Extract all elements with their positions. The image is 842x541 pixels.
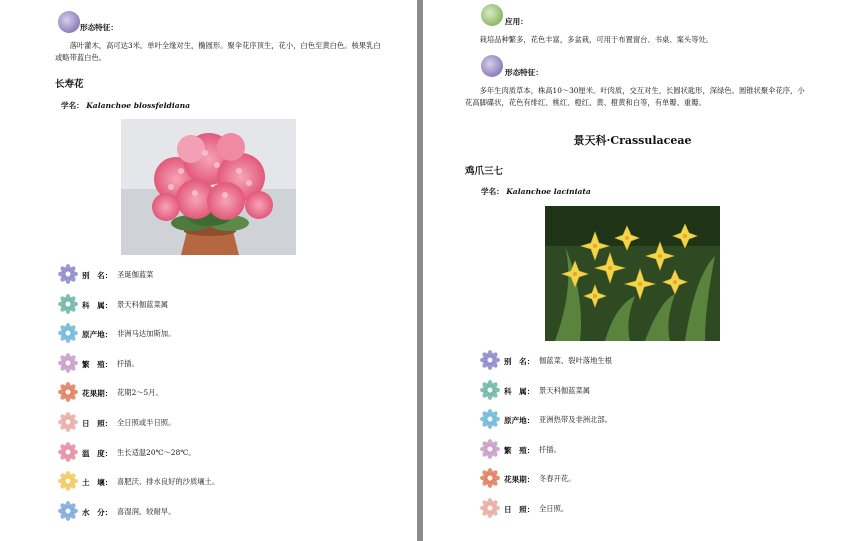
attribute-value: 景天科伽蓝菜属: [117, 299, 169, 309]
application-text: 栽培品种繁多，花色丰富，多盆栽，可用于布置窗台、书桌、案头等处。: [479, 35, 714, 44]
attribute-value: 亚洲热带及非洲北部。: [539, 415, 612, 425]
attribute-label: 花果期：: [82, 389, 113, 399]
attribute-value: 喜湿润，较耐旱。: [117, 506, 176, 516]
attribute-label: 科 属：: [504, 386, 535, 396]
flower-icon: [58, 471, 78, 491]
morphology-icon: [58, 11, 80, 33]
flower-icon: [480, 350, 500, 370]
attribute-value: 全日照或半日照。: [117, 418, 176, 427]
kalanchoe-photo: [121, 119, 296, 255]
attribute-label: 原产地：: [82, 330, 113, 340]
attribute-label: 科 属：: [82, 300, 113, 310]
attribute-value: 喜肥沃、排水良好的沙质壤土。: [117, 477, 220, 487]
left-page: [0, 0, 417, 541]
attribute-value: 非洲马达加斯加。: [117, 329, 176, 339]
application-header: 应用：: [505, 17, 528, 26]
attribute-label: 花果期：: [504, 475, 535, 485]
attribute-value: 圣诞伽蓝菜: [117, 270, 154, 279]
attribute-label: 日 照：: [504, 505, 535, 514]
attribute-label: 温 度：: [82, 448, 113, 458]
sci-name: Kalanchoe blossfeldiana: [86, 101, 191, 110]
attribute-value: 花期2～5月。: [117, 388, 163, 398]
morphology-text: 落叶灌木，高可达3米。单叶全缘对生，椭圆形。聚伞花序顶生，花小，白色至黄白色。核果乳白或略带蓝白色。: [55, 41, 381, 62]
application-icon: [481, 4, 503, 26]
flower-icon: [58, 442, 78, 462]
flower-icon: [58, 264, 78, 284]
attribute-value: 伽蓝菜、裂叶落地生根: [539, 356, 612, 365]
flower-icon: [480, 380, 500, 400]
flower-icon: [58, 382, 78, 402]
plant-name-right: 鸡爪三七: [465, 166, 504, 177]
sci-label-right: 学名：: [481, 187, 504, 196]
laciniata-photo: [545, 206, 720, 341]
flower-icon: [480, 439, 500, 459]
attribute-label: 繁 殖：: [82, 359, 113, 369]
flower-icon: [480, 468, 500, 488]
scientific-name-line: [61, 100, 190, 111]
sci-label: 学名：: [61, 101, 84, 110]
morphology-icon-right: [481, 55, 503, 77]
attribute-value: 景天科伽蓝菜属: [539, 385, 591, 395]
attribute-value: 全日照。: [539, 504, 569, 513]
attribute-label: 水 分：: [82, 507, 113, 517]
morphology-header-right: 形态特征：: [505, 68, 543, 77]
flower-icon: [58, 323, 78, 343]
attribute-label: 繁 殖：: [504, 445, 535, 455]
attribute-label: 别 名：: [82, 271, 113, 280]
attribute-value: 扦插。: [539, 444, 561, 454]
attribute-label: 别 名：: [504, 357, 535, 366]
flower-icon: [58, 501, 78, 521]
plant-name: 长寿花: [55, 79, 84, 90]
attribute-value: 生长适温20℃～28℃。: [117, 447, 196, 457]
scientific-name-line-right: [481, 186, 591, 197]
attribute-label: 土 壤：: [82, 478, 113, 488]
attribute-value: 冬春开花。: [539, 474, 576, 484]
flower-icon: [480, 498, 500, 518]
family-title: 景天科·Crassulaceae: [573, 134, 692, 147]
attribute-label: 原产地：: [504, 416, 535, 426]
flower-icon: [480, 409, 500, 429]
flower-icon: [58, 353, 78, 373]
flower-icon: [58, 294, 78, 314]
sci-name-right: Kalanchoe laciniata: [506, 187, 591, 196]
attribute-label: 日 照：: [82, 419, 113, 428]
morphology-header: 形态特征：: [80, 23, 118, 32]
attribute-value: 扦插。: [117, 358, 139, 368]
flower-icon: [58, 412, 78, 432]
morphology-text-right: 多年生肉质草本，株高10～30厘米。叶肉质，交互对生，长圆状匙形，深绿色。圆锥状聚伞花序，小花高脚碟状，花色有绯红、桃红、橙红、黄、橙黄和白等，有单瓣、重瓣。: [465, 86, 805, 107]
right-page: [423, 0, 842, 541]
